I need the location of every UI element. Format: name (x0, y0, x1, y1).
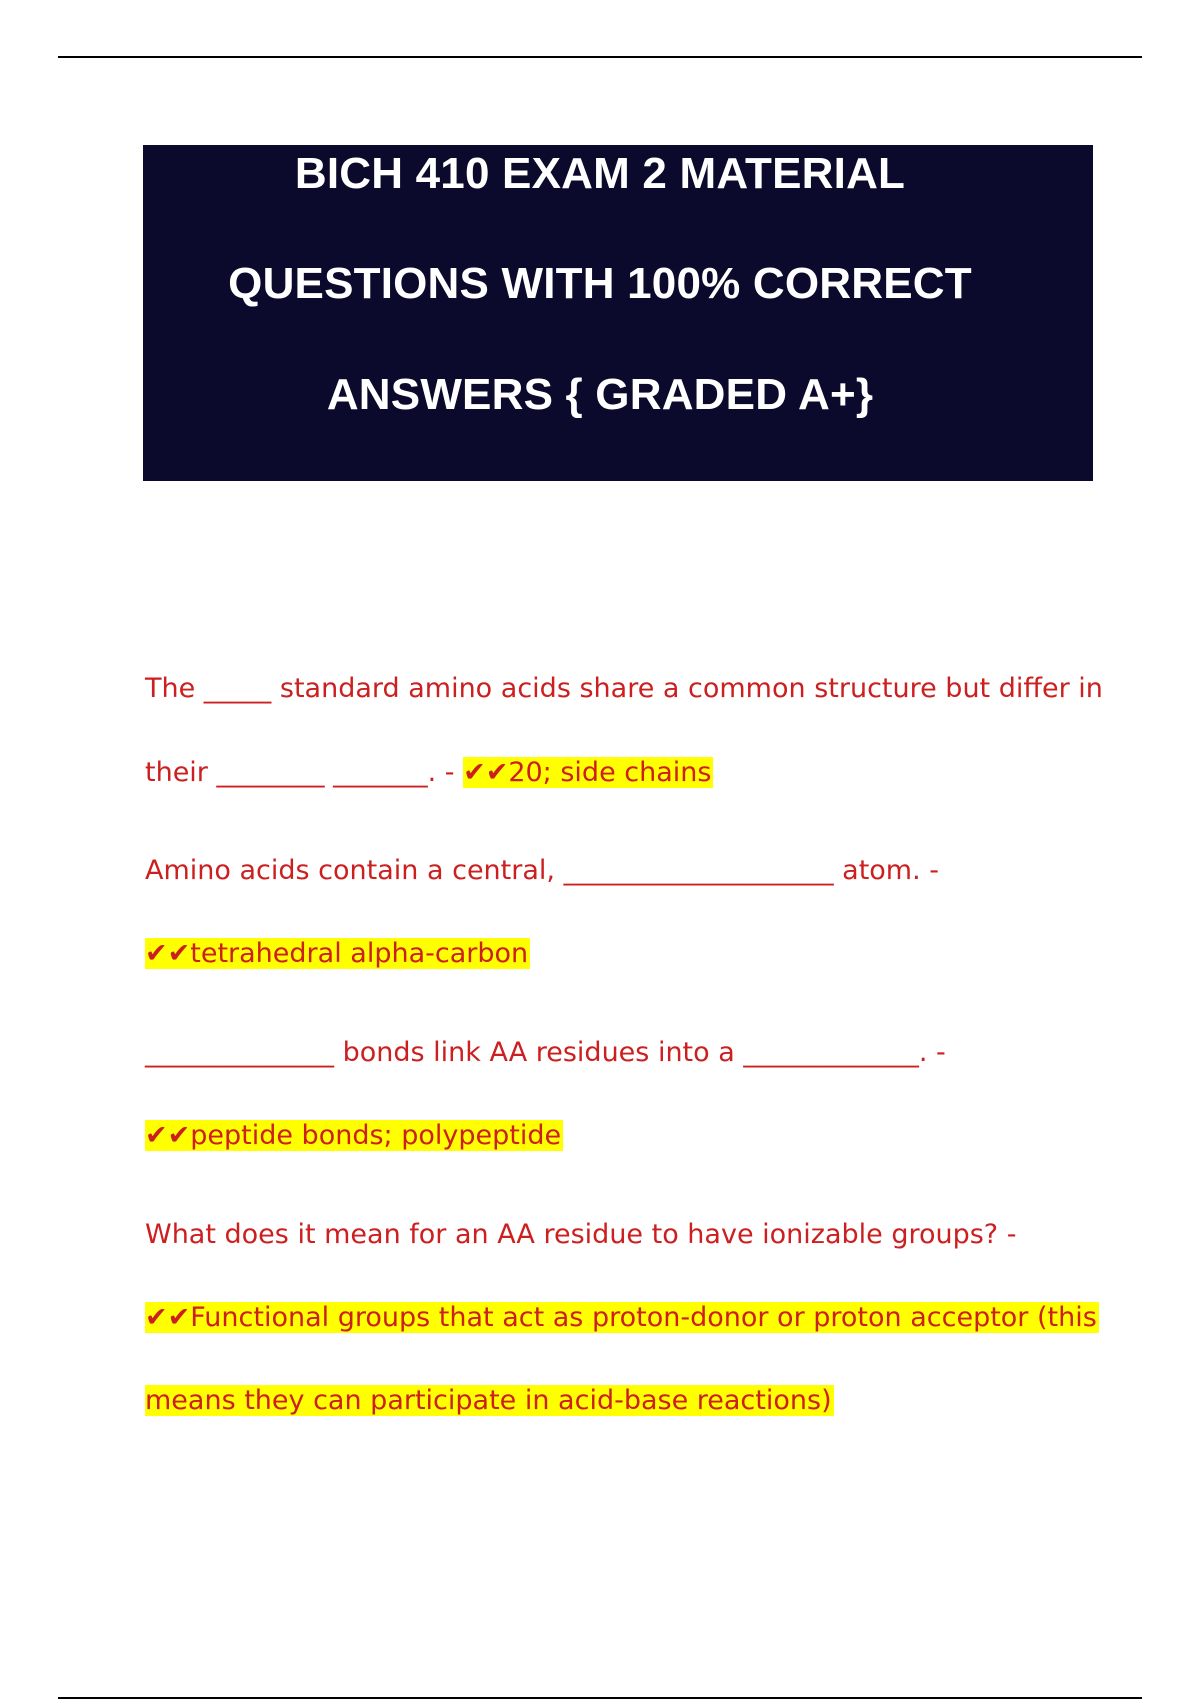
double-check-icon: ✔✔ (145, 1120, 191, 1151)
question-4-line-1: What does it mean for an AA residue to have ionizable groups? - (145, 1219, 1017, 1250)
document-title-line-3: ANSWERS { GRADED A+} (326, 370, 874, 419)
answer-4-highlight-1 (145, 1302, 1099, 1333)
header-rule (58, 56, 1142, 58)
answer-2-highlight (145, 938, 530, 969)
document-title-line-1: BICH 410 EXAM 2 MATERIAL (294, 149, 906, 198)
answer-2-line-1 (145, 934, 530, 974)
question-2-line-1: Amino acids contain a central, ____________________ atom. - (145, 855, 940, 886)
answer-4-line-1 (145, 1298, 1099, 1338)
answer-3-text: peptide bonds; polypeptide (190, 1120, 562, 1151)
answer-2-text: tetrahedral alpha-carbon (190, 938, 529, 969)
answer-3-line-1 (145, 1116, 563, 1156)
answer-4-text-1: Functional groups that act as proton-donor or proton acceptor (this (190, 1302, 1097, 1333)
question-3-line-1: ______________ bonds link AA residues into a _____________. - (145, 1037, 946, 1068)
double-check-icon: ✔✔ (145, 1302, 191, 1333)
question-1-line-1: The _____ standard amino acids share a common structure but differ in (145, 673, 1103, 704)
question-1-line-2-text: their ________ _______. - (145, 757, 464, 788)
answer-1-text: 20; side chains (508, 757, 712, 788)
question-1-line-2 (145, 753, 713, 793)
answer-4-highlight-2: means they can participate in acid-base reactions) (145, 1385, 832, 1416)
double-check-icon: ✔✔ (463, 757, 509, 788)
document-title-line-2: QUESTIONS WITH 100% CORRECT (228, 259, 972, 308)
answer-4-line-2 (145, 1381, 834, 1421)
double-check-icon: ✔✔ (145, 938, 191, 969)
footer-rule (58, 1697, 1142, 1699)
answer-3-highlight (145, 1120, 563, 1151)
answer-1-highlight (463, 757, 713, 788)
